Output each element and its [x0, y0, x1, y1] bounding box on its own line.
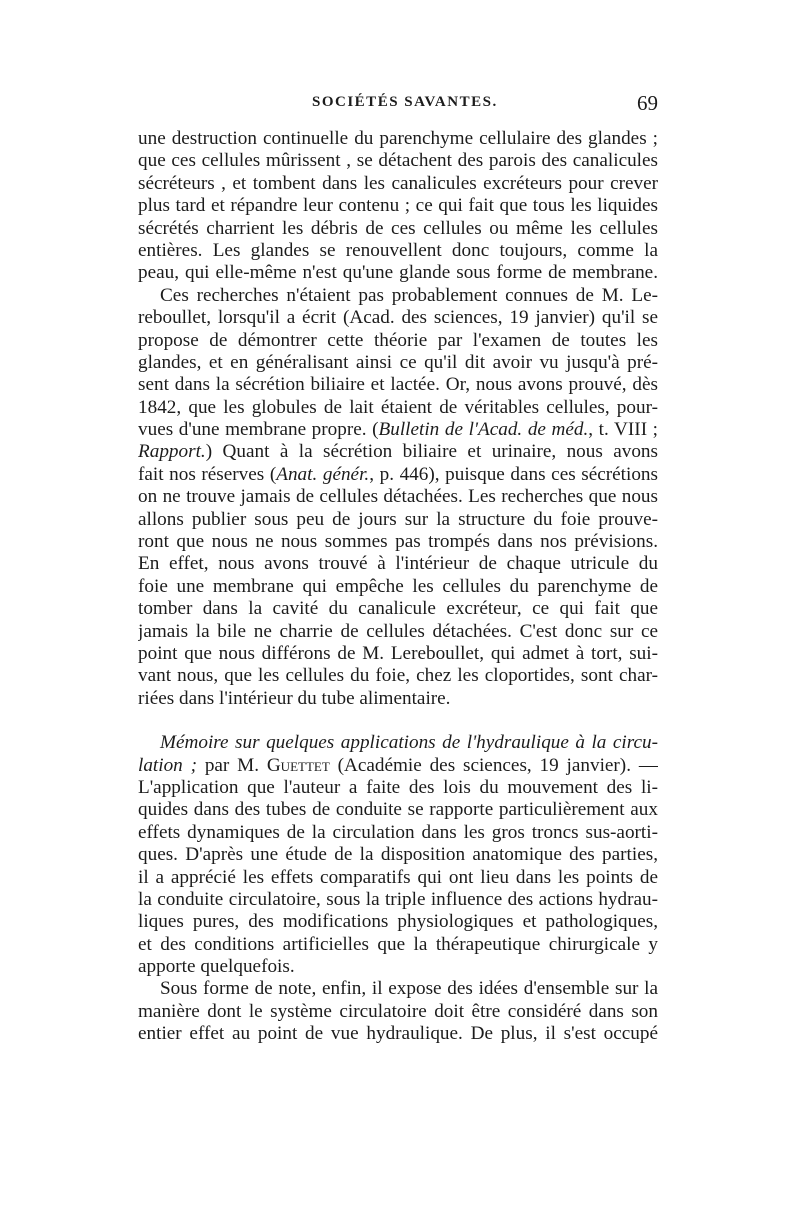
author-prefix: par M. — [197, 754, 267, 776]
text-line: propose de démontrer cette théorie par l'examen de toutes les — [138, 329, 658, 351]
memoire-title-part2: lation ; — [138, 754, 197, 776]
text-line: la conduite circulatoire, sous la triple influence des actions hydrau- — [138, 888, 658, 910]
text-line: glandes, et en généralisant ainsi ce qu'il dit avoir vu jusqu'à pré- — [138, 351, 658, 373]
running-head-title: SOCIÉTÉS SAVANTES. — [312, 94, 498, 110]
text-line: 1842, que les globules de lait étaient de véritables cellules, pour- — [138, 396, 658, 418]
text-line: vant nous, que les cellules du foie, chez les cloportides, sont char- — [138, 665, 658, 687]
text-line: sécréteurs , et tombent dans les canalicules excréteurs pour crever — [138, 172, 658, 194]
text-line: Sous forme de note, enfin, il expose des idées d'ensemble sur la — [160, 978, 658, 1000]
text-line — [138, 464, 658, 486]
text-line: point que nous différons de M. Lereboullet, qui admet à tort, sui- — [138, 642, 658, 664]
text-run: vues d'une membrane propre. ( — [138, 419, 379, 441]
text-line: tomber dans la cavité du canalicule excréteur, ce qui fait que — [138, 598, 658, 620]
text-line: Ces recherches n'étaient pas probablement connues de M. Le- — [160, 284, 658, 306]
memoire-title — [138, 732, 658, 754]
text-line: reboullet, lorsqu'il a écrit (Acad. des sciences, 19 janvier) qu'il se — [138, 307, 658, 329]
paragraph-note — [138, 978, 658, 1045]
text-line: manière dont le système circulatoire doit être considéré dans son — [138, 1000, 658, 1022]
memoire-source: (Académie des sciences, 19 janvier). — — [329, 754, 658, 776]
citation-bulletin: Bulletin de l'Acad. de méd. — [378, 419, 589, 441]
text-line: et des conditions artificielles que la thérapeutique chirurgicale y — [138, 933, 658, 955]
text-line: riées dans l'intérieur du tube alimentaire. — [138, 687, 451, 709]
text-run: , p. 446), puisque dans ces sécrétions — [369, 463, 658, 485]
text-run: ) Quant à la sécrétion biliaire et urinaire, nous avons — [205, 441, 658, 463]
memoire-section — [138, 732, 658, 978]
text-line: apporte quelquefois. — [138, 956, 295, 978]
citation-anat: Anat. génér. — [276, 463, 370, 485]
text-line: plus tard et répandre leur contenu ; ce qui fait que tous les liquides — [138, 195, 658, 217]
text-line: une destruction continuelle du parenchyme cellulaire des glandes ; — [138, 128, 658, 149]
text-line — [138, 441, 658, 463]
body-text — [138, 128, 658, 1046]
running-head — [138, 91, 658, 122]
text-run: fait nos réserves ( — [138, 463, 277, 485]
text-line: L'application que l'auteur a faite des lois du mouvement des li- — [138, 776, 658, 798]
memoire-title-part1: Mémoire sur quelques applications de l'hydraulique à la circu- — [160, 732, 658, 754]
text-line: peau, qui elle-même n'est qu'une glande sous forme de membrane. — [138, 262, 658, 284]
text-line: entières. Les glandes se renouvellent donc toujours, comme la — [138, 239, 658, 261]
text-line: sécrétés charrient les débris de ces cellules ou même les cellules — [138, 217, 658, 239]
citation-rapport: Rapport. — [138, 441, 206, 463]
section-gap — [138, 710, 658, 732]
page-number: 69 — [637, 91, 658, 115]
text-line: entier effet au point de vue hydraulique. De plus, il s'est occupé — [138, 1023, 658, 1045]
text-run: , t. VIII ; — [588, 419, 658, 441]
text-line: effets dynamiques de la circulation dans les gros troncs sus-aorti- — [138, 821, 658, 843]
text-line: on ne trouve jamais de cellules détachées. Les recherches que nous — [138, 486, 658, 508]
text-line: jamais la bile ne charrie de cellules détachées. C'est donc sur ce — [138, 620, 658, 642]
text-line: foie une membrane qui empêche les cellules du parenchyme de — [138, 575, 658, 597]
text-line: En effet, nous avons trouvé à l'intérieur de chaque utricule du — [138, 553, 658, 575]
text-line: il a apprécié les effets comparatifs qui ont lieu dans les points de — [138, 866, 658, 888]
text-line — [138, 419, 658, 441]
text-line: liques pures, des modifications physiologiques et pathologiques, — [138, 911, 658, 933]
text-line: ques. D'après une étude de la disposition anatomique des parties, — [138, 844, 658, 866]
text-line: ront que nous ne nous sommes pas trompés dans nos prévisions. — [138, 531, 658, 553]
text-line: que ces cellules mûrissent , se détachent des parois des canalicules — [138, 150, 658, 172]
text-line: quides dans des tubes de conduite se rapporte particulièrement aux — [138, 799, 658, 821]
text-line — [138, 755, 658, 777]
text-line: sent dans la sécrétion biliaire et lactée. Or, nous avons prouvé, dès — [138, 374, 658, 396]
paragraph-lereboullet — [138, 285, 658, 710]
author-name: Guettet — [266, 754, 330, 776]
paragraph-continuation — [138, 128, 658, 285]
text-line: allons publier sous peu de jours sur la structure du foie prouve- — [138, 508, 658, 530]
